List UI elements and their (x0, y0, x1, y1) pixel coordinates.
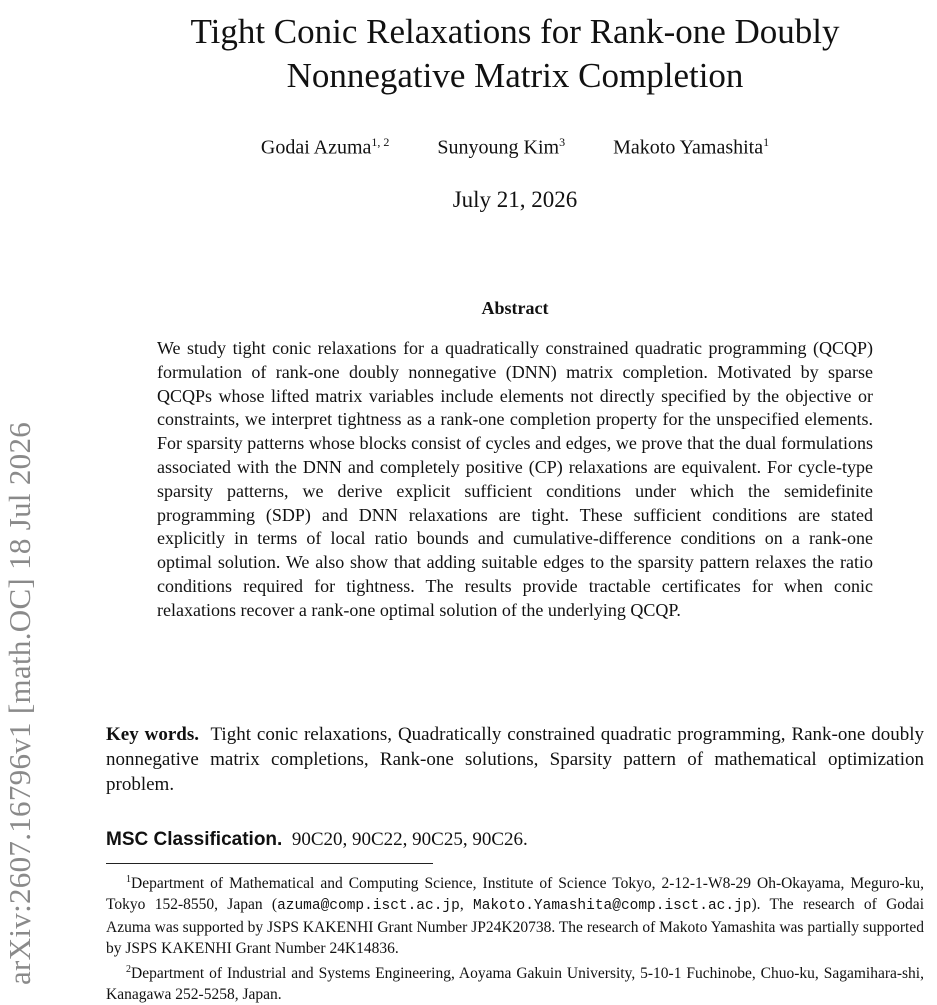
affiliation-mark: 3 (559, 135, 566, 149)
author-3: Makoto Yamashita$^1$ (613, 135, 770, 159)
footnotes (106, 869, 924, 1005)
abstract-text: We study tight conic relaxations for a quadratically constrained quadratic programming (QCQP) formulation of rank-one doubly nonnegative (DNN) matrix completion. Motivated by sparse QCQPs whose lifted matrix variables include elements not directly specified by the objective or constraints, we interpret tightness as a rank-one completion property for the unspecified elements. For sparsity patterns whose blocks consist of cycles and edges, we prove that the dual formulations associated with the DNN and completely positive (CP) relaxations are equivalent. For cycle-type sparsity patterns, we derive explicit sufficient conditions under which the semidefinite programming (SDP) and DNN relaxations are tight. These sufficient conditions are stated explicitly in terms of local ratio bounds and cumulative-difference conditions on a rank-one optimal solution. We also show that adding suitable edges to the sparsity pattern relaxes the ratio conditions required for tightness. The results provide tractable certificates for when conic relaxations recover a rank-one optimal solution of the underlying QCQP. (157, 338, 873, 620)
email-link[interactable]: azuma@comp.isct.ac.jp (277, 898, 460, 915)
author-2: Sunyoung Kim$^3$ (437, 135, 566, 159)
footnote-mark: 2 (126, 964, 131, 976)
keywords-label: Key words. (106, 724, 199, 745)
keywords-text: Tight conic relaxations, Quadratically constrained quadratic programming, Rank-one doubly nonnegative matrix completions, Rank-one solutions, Sparsity pattern of mathematical optimization problem. (106, 724, 924, 795)
footnote-1: $^1$Department of Mathematical and Computing Science, Institute of Science Tokyo, 2-12-1-W8-29 Oh-Okayama, Meguro-ku, Tokyo 152-8550, Japan (azuma@comp.isct.ac.jp, Makoto.Yamashita@comp.isct.ac.jp). The research of Godai Azuma was supported by JSPS KAKENHI Grant Number JP24K20738. The research of Makoto Yamashita was partially supported by JSPS KAKENHI Grant Number 24K14836. (106, 874, 924, 958)
msc-codes: 90C20, 90C22, 90C25, 90C26. (291, 829, 528, 850)
author-list (106, 135, 924, 160)
footnote-2: $^2$Department of Industrial and Systems Engineering, Aoyama Gakuin University, 5-10-1 Fuchinobe, Chuo-ku, Sagamihara-shi, Kanagawa 252-5258, Japan. (106, 964, 924, 1004)
title-line-1: Tight Conic Relaxations for Rank-one Doubly (190, 12, 840, 51)
footnote-mark: 1 (126, 874, 131, 885)
msc-section (106, 829, 924, 851)
msc-label: MSC Classification. (106, 829, 283, 850)
paper-date: July 21, 2026 (452, 187, 578, 212)
keywords-section (106, 722, 924, 797)
abstract-heading: Abstract (481, 298, 549, 318)
arxiv-identifier: arXiv:2607.16796v1 [math.OC] 18 Jul 2026 (2, 421, 37, 985)
title-line-2: Nonnegative Matrix Completion (286, 56, 744, 95)
footnote-divider (106, 863, 433, 864)
author-1: Godai Azuma$^{1, 2}$ (260, 135, 390, 159)
email-link[interactable]: Makoto.Yamashita@comp.isct.ac.jp (473, 898, 752, 915)
affiliation-mark: 1 (763, 135, 770, 149)
paper-title (106, 10, 924, 98)
affiliation-mark: 1, 2 (371, 135, 390, 149)
